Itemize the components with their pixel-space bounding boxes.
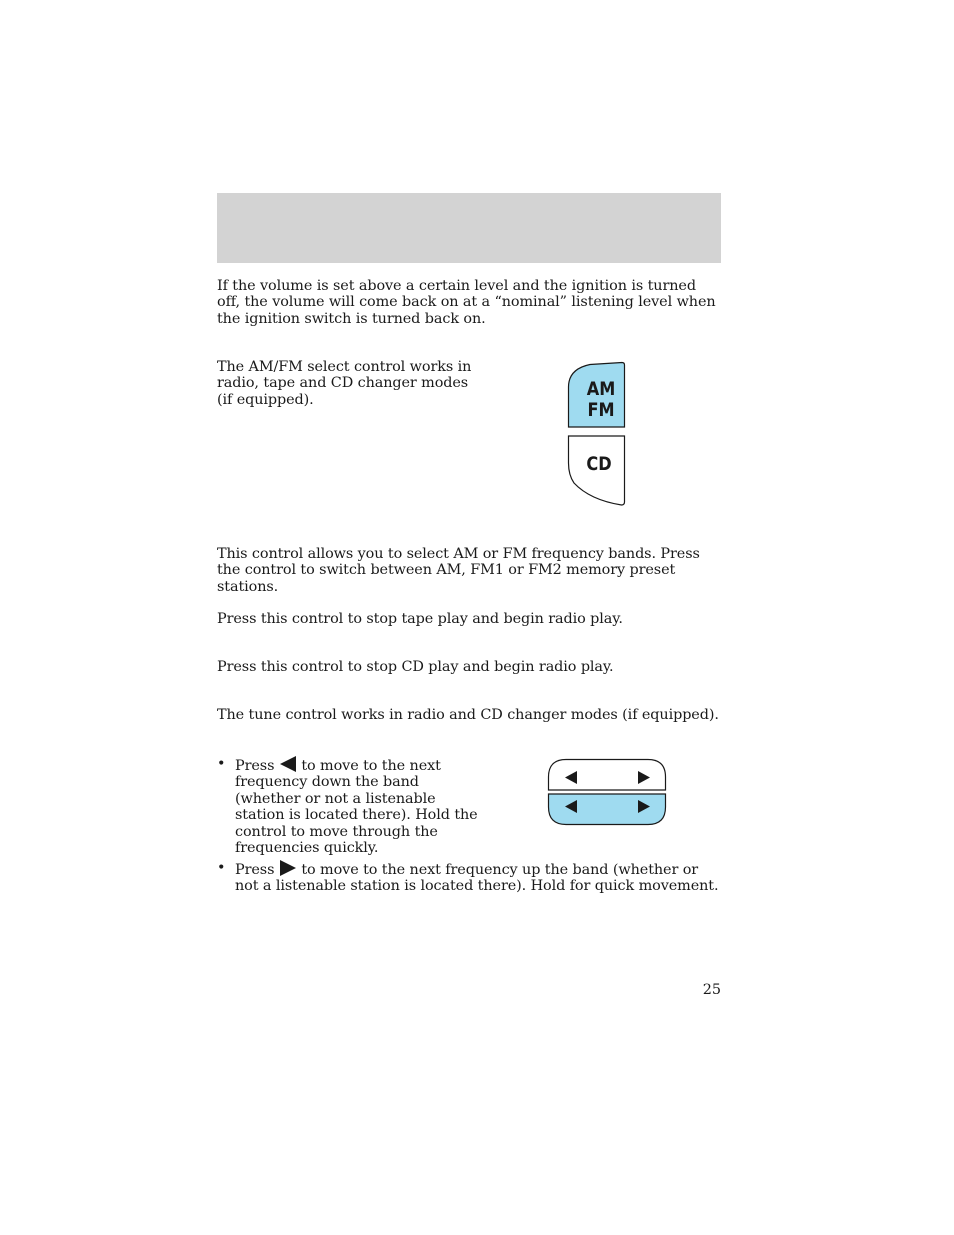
amfm-label-fm: FM <box>587 399 615 422</box>
page-number: 25 <box>702 982 721 998</box>
amfm-bands-paragraph: This control allows you to select AM or FM frequency bands. Press the control to switch between AM, FM1 or FM2 memory preset stations. <box>217 546 700 595</box>
right-triangle-icon <box>279 860 297 876</box>
bullet-text: to move to the next frequency down the band (whether or not a listenable station is located there). Hold the control to move through the frequencies quickly. <box>235 758 478 857</box>
tape-stop-paragraph: Press this control to stop tape play and begin radio play. <box>217 611 623 627</box>
section-header-band <box>217 193 721 263</box>
tune-control-illustration <box>541 755 673 830</box>
tune-intro-paragraph: The tune control works in radio and CD changer modes (if equipped). <box>217 707 719 723</box>
cd-stop-paragraph: Press this control to stop CD play and begin radio play. <box>217 659 614 675</box>
tune-upper-button-shape <box>549 760 666 791</box>
bullet-marker: • <box>217 860 226 876</box>
bullet-marker: • <box>217 756 226 772</box>
volume-note-paragraph: If the volume is set above a certain level and the ignition is turned off, the volume will come back on at a “nominal” listening level when the ignition switch is turned back on. <box>217 278 716 327</box>
left-triangle-icon <box>279 756 297 772</box>
amfm-intro-paragraph: The AM/FM select control works in radio, tape and CD changer modes (if equipped). <box>217 359 472 408</box>
amfm-label-am: AM <box>586 378 616 401</box>
tune-lower-button-shape <box>549 794 666 825</box>
bullet-prefix: Press <box>235 758 275 774</box>
bullet-text: to move to the next frequency up the band (whether or not a listenable station is located there). Hold for quick movement. <box>235 862 719 895</box>
amfm-cd-button-illustration <box>560 355 632 510</box>
cd-label: CD <box>586 453 612 476</box>
bullet-prefix: Press <box>235 862 275 878</box>
